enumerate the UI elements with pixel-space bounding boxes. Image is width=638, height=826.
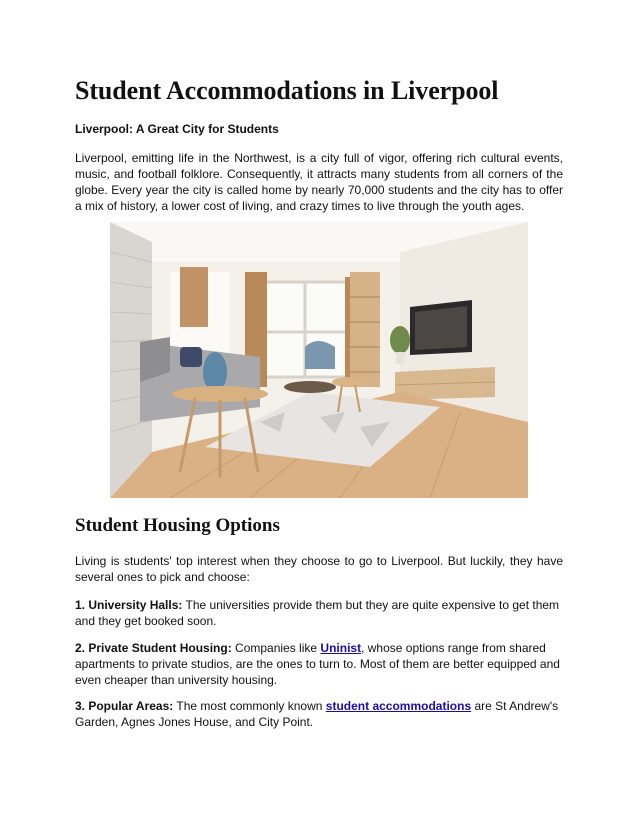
intro-paragraph: Liverpool, emitting life in the Northwest, is a city full of vigor, offering rich cultural events, music, and football folklore. Consequently, it attracts many students from all corners of the globe. Every year the city is called home by nearly 70,000 students and the city has to offer a mix of history, a lower cost of living, and crazy times to live through the youth ages.	[75, 151, 563, 213]
option-text-after: , whose options range from shared apartments to private studios, are the ones to turn to. Most of them are better equipped and even cheaper than university housing.	[75, 641, 560, 687]
option-popular-areas	[75, 698, 563, 730]
option-text-after: are St Andrew's Garden, Agnes Jones House, and City Point.	[75, 699, 559, 729]
option-text: The universities provide them but they are quite expensive to get them and they get booked soon.	[75, 598, 560, 628]
option-university-halls	[75, 597, 563, 629]
living-room-photo	[110, 222, 528, 498]
uninist-link[interactable]: Uninist	[320, 641, 362, 655]
student-accommodations-link[interactable]: student accommodations	[325, 699, 472, 713]
options-intro-paragraph: Living is students' top interest when they choose to go to Liverpool. But luckily, they have several ones to pick and choose:	[75, 554, 563, 584]
option-label: 2. Private Student Housing:	[75, 641, 232, 655]
section-heading: Student Housing Options	[75, 515, 280, 536]
option-label: 1. University Halls:	[75, 598, 183, 612]
page-title: Student Accommodations in Liverpool	[75, 76, 499, 105]
option-text-before: The most commonly known	[173, 699, 326, 713]
option-text-before: Companies like	[231, 641, 321, 655]
subtitle: Liverpool: A Great City for Students	[75, 122, 279, 136]
option-label: 3. Popular Areas:	[75, 699, 174, 713]
option-private-housing	[75, 640, 563, 688]
